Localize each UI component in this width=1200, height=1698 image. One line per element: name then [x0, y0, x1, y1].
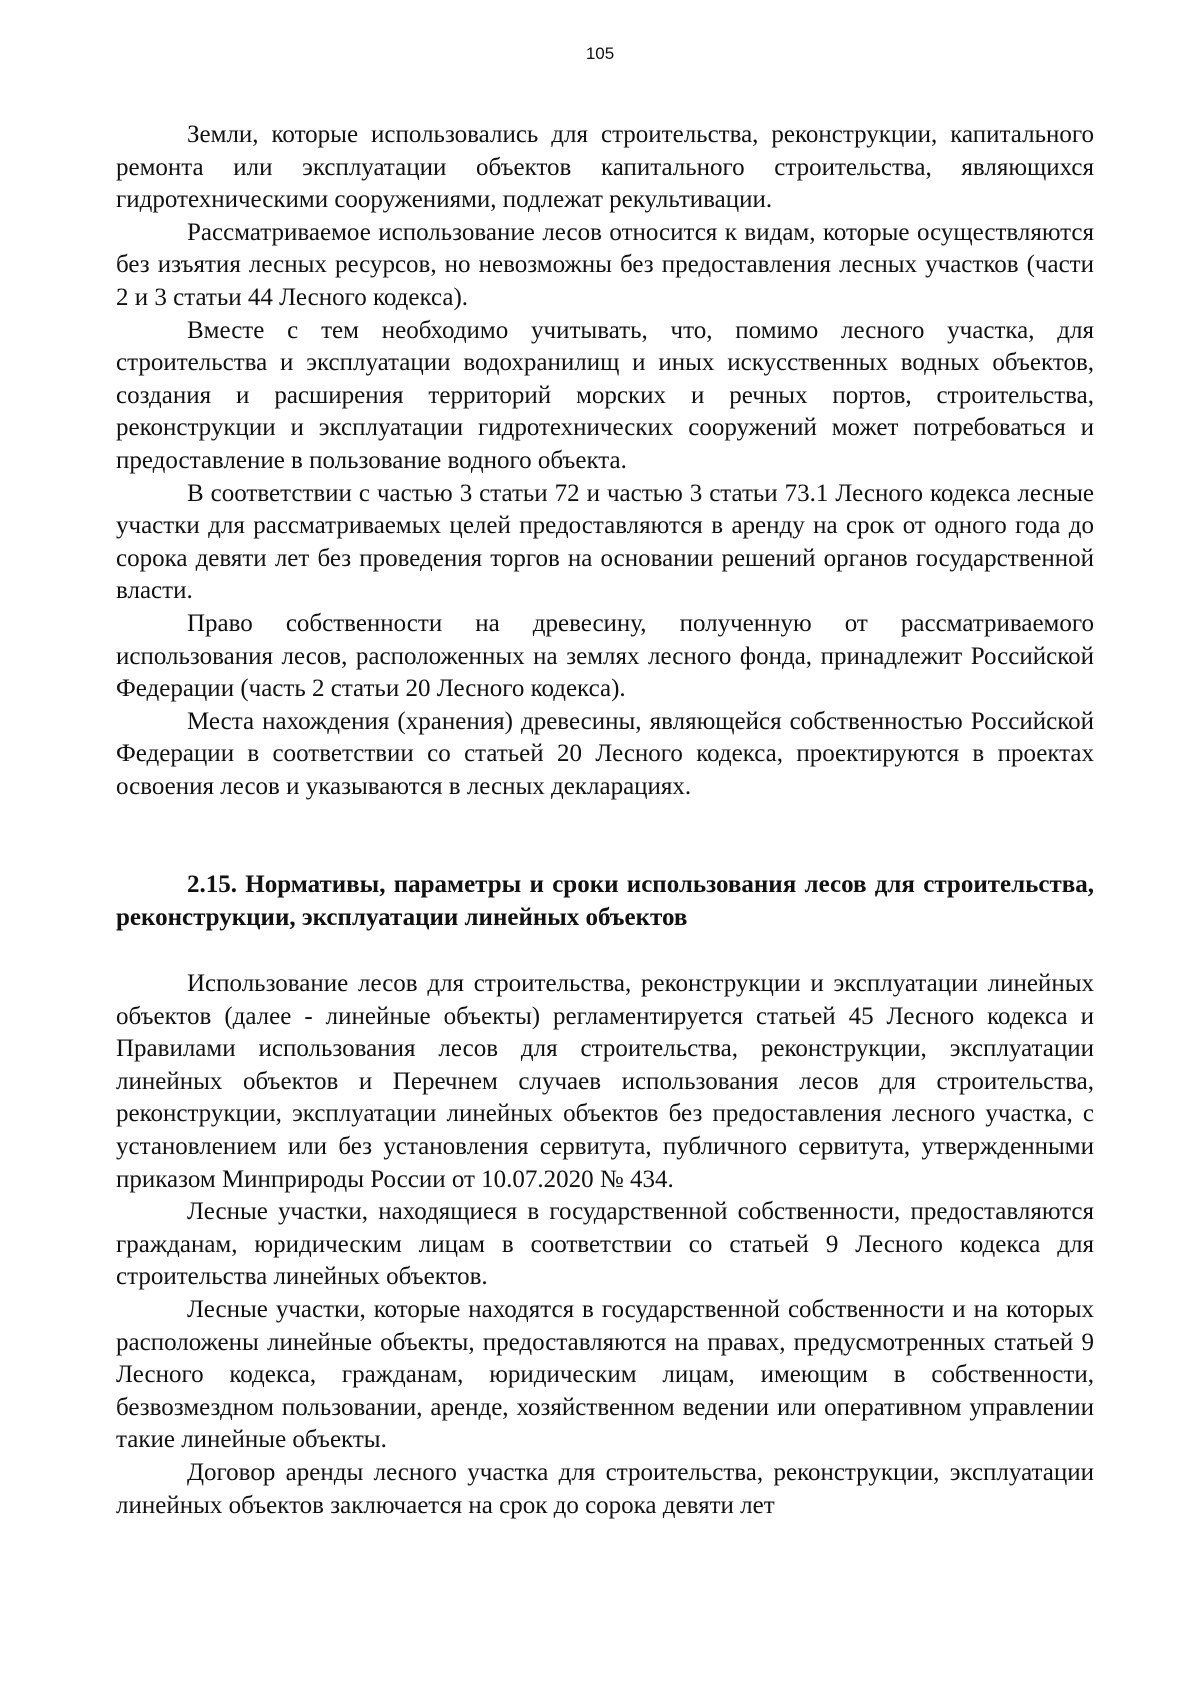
paragraph: Право собственности на древесину, полученную от рассматриваемого использования лесов, расположенных на землях лесного фонда, принадлежит Российской Федерации (часть 2 статьи 20 Лесного кодекса).	[116, 609, 1094, 703]
page-number: 105	[585, 44, 615, 63]
paragraph: Места нахождения (хранения) древесины, являющейся собственностью Российской Федерации в соответствии со статьей 20 Лесного кодекса, проектируются в проектах освоения лесов и указываются в лесных декларациях.	[116, 707, 1094, 800]
paragraph: Лесные участки, которые находятся в государственной собственности и на которых расположены линейные объекты, предоставляются на правах, предусмотренных статьей 9 Лесного кодекса, гражданам, юридическим лицам, имеющим в собственности, безвозмездном пользовании, аренде, хозяйственном ведении или оперативном управлении такие линейные объекты.	[116, 1295, 1094, 1454]
paragraph: Вместе с тем необходимо учитывать, что, помимо лесного участка, для строительства и эксплуатации водохранилищ и иных искусственных водных объектов, создания и расширения территорий морских и речных портов, строительства, реконструкции и эксплуатации гидротехнических сооружений может потребоваться и предоставление в пользование водного объекта.	[116, 316, 1094, 474]
paragraph: Рассматриваемое использование лесов относится к видам, которые осуществляются без изъятия лесных ресурсов, но невозможны без предоставления лесных участков (части 2 и 3 статьи 44 Лесного кодекса).	[116, 218, 1094, 311]
paragraph: Земли, которые использовались для строительства, реконструкции, капитального ремонта или эксплуатации объектов капитального строительства, являющихся гидротехническими сооружениями, подлежат рекультивации.	[116, 121, 1094, 214]
paragraph: В соответствии с частью 3 статьи 72 и частью 3 статьи 73.1 Лесного кодекса лесные участки для рассматриваемых целей предоставляются в аренду на срок от одного года до сорока девяти лет без проведения торгов на основании решений органов государственной власти.	[116, 479, 1094, 605]
section-heading: 2.15. Нормативы, параметры и сроки использования лесов для строительства, реконструкции, эксплуатации линейных объектов	[116, 871, 1094, 931]
body-text-after-section	[116, 968, 1094, 1522]
paragraph: Лесные участки, находящиеся в государственной собственности, предоставляются гражданам, юридическим лицам в соответствии со статьей 9 Лесного кодекса для строительства линейных объектов.	[116, 1198, 1094, 1291]
body-text-before-section	[116, 119, 1094, 803]
paragraph: Договор аренды лесного участка для строительства, реконструкции, эксплуатации линейных объектов заключается на срок до сорока девяти лет	[116, 1458, 1094, 1519]
paragraph: Использование лесов для строительства, реконструкции и эксплуатации линейных объектов (далее - линейные объекты) регламентируется статьей 45 Лесного кодекса и Правилами использования лесов для строительства, реконструкции, эксплуатации линейных объектов и Перечнем случаев использования лесов для строительства, реконструкции, эксплуатации линейных объектов без предоставления лесного участка, с установлением или без установления сервитута, публичного сервитута, утвержденными приказом Минприроды России от 10.07.2020 № 434.	[116, 970, 1094, 1193]
